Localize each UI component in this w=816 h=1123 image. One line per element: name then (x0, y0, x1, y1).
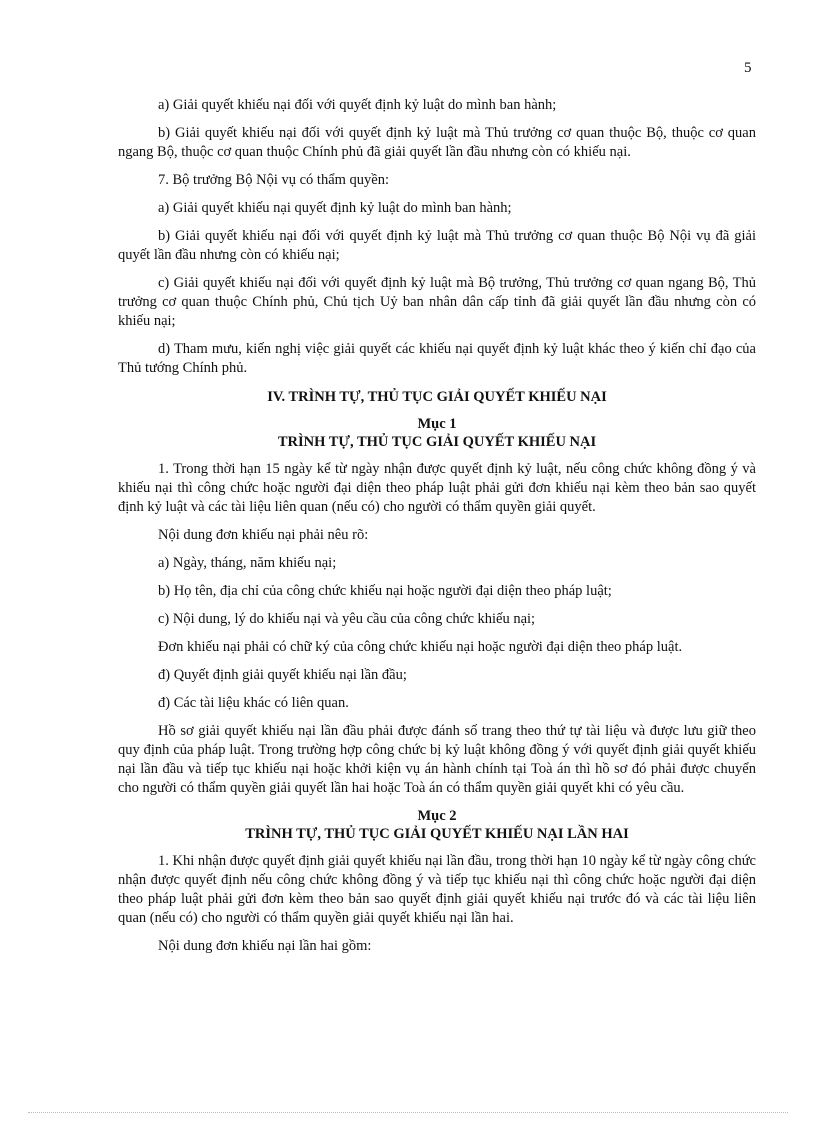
paragraph: đ) Các tài liệu khác có liên quan. (158, 695, 349, 711)
document-body (118, 96, 756, 965)
paragraph: d) Tham mưu, kiến nghị việc giải quyết các khiếu nại quyết định kỷ luật khác theo ý kiến chỉ đạo của Thủ tướng Chính phủ. (118, 341, 756, 376)
paragraph: c) Giải quyết khiếu nại đối với quyết định kỷ luật mà Bộ trưởng, Thủ trưởng cơ quan ngang Bộ, Thủ trưởng cơ quan thuộc Chính phủ, Chủ tịch Uỷ ban nhân dân cấp tỉnh đã giải quyết lần đầu nhưng còn có khiếu nại; (118, 275, 756, 329)
section-heading: IV. TRÌNH TỰ, THỦ TỤC GIẢI QUYẾT KHIẾU NẠI (267, 389, 607, 405)
muc-2-label: Mục 2 (417, 808, 457, 824)
paragraph: a) Giải quyết khiếu nại quyết định kỷ luật do mình ban hành; (158, 200, 512, 216)
page-number: 5 (744, 60, 752, 76)
paragraph: Hồ sơ giải quyết khiếu nại lần đầu phải được đánh số trang theo thứ tự tài liệu và được lưu giữ theo quy định của pháp luật. Trong trường hợp công chức bị kỷ luật không đồng ý với quyết định giải quyết khiếu nại lần đầu và tiếp tục khiếu nại hoặc khởi kiện vụ án hành chính tại Toà án thì hồ sơ đó phải được chuyển cho người có thẩm quyền giải quyết lần hai hoặc Toà án có thẩm quyền giải quyết khi có yêu cầu. (118, 723, 756, 796)
paragraph: đ) Quyết định giải quyết khiếu nại lần đầu; (158, 667, 407, 683)
paragraph: Nội dung đơn khiếu nại lần hai gồm: (158, 938, 372, 954)
paragraph: b) Giải quyết khiếu nại đối với quyết định kỷ luật mà Thủ trưởng cơ quan thuộc Bộ Nội vụ đã giải quyết lần đầu nhưng còn có khiếu nại; (118, 228, 756, 263)
paragraph: 1. Khi nhận được quyết định giải quyết khiếu nại lần đầu, trong thời hạn 10 ngày kể từ ngày công chức nhận được quyết định nếu công chức không đồng ý và tiếp tục khiếu nại thì công chức hoặc người đại diện theo pháp luật phải gửi đơn kèm theo bản sao quyết định giải quyết khiếu nại trước đó và các tài liệu liên quan (nếu có) cho người có thẩm quyền giải quyết khiếu nại lần hai. (118, 853, 756, 926)
muc-2-title: TRÌNH TỰ, THỦ TỤC GIẢI QUYẾT KHIẾU NẠI LẦN HAI (245, 826, 629, 842)
paragraph: a) Giải quyết khiếu nại đối với quyết định kỷ luật do mình ban hành; (158, 97, 557, 113)
paragraph: c) Nội dung, lý do khiếu nại và yêu cầu của công chức khiếu nại; (158, 611, 536, 627)
muc-1-label: Mục 1 (417, 416, 457, 432)
muc-1-title: TRÌNH TỰ, THỦ TỤC GIẢI QUYẾT KHIẾU NẠI (277, 434, 597, 450)
paragraph: b) Giải quyết khiếu nại đối với quyết định kỷ luật mà Thủ trưởng cơ quan thuộc Bộ, thuộc cơ quan ngang Bộ, thuộc cơ quan thuộc Chính phủ đã giải quyết lần đầu nhưng còn có khiếu nại. (118, 125, 756, 160)
paragraph: b) Họ tên, địa chỉ của công chức khiếu nại hoặc người đại diện theo pháp luật; (158, 583, 612, 599)
paragraph: 1. Trong thời hạn 15 ngày kể từ ngày nhận được quyết định kỷ luật, nếu công chức không đồng ý và khiếu nại thì công chức hoặc người đại diện theo pháp luật phải gửi đơn khiếu nại kèm theo bản sao quyết định kỷ luật và các tài liệu liên quan (nếu có) cho người có thẩm quyền giải quyết. (118, 461, 756, 515)
page-footer-divider (28, 1112, 788, 1113)
paragraph: Nội dung đơn khiếu nại phải nêu rõ: (158, 527, 369, 543)
paragraph: Đơn khiếu nại phải có chữ ký của công chức khiếu nại hoặc người đại diện theo pháp luật. (158, 639, 683, 655)
paragraph: 7. Bộ trưởng Bộ Nội vụ có thẩm quyền: (158, 172, 389, 188)
paragraph: a) Ngày, tháng, năm khiếu nại; (158, 555, 337, 571)
